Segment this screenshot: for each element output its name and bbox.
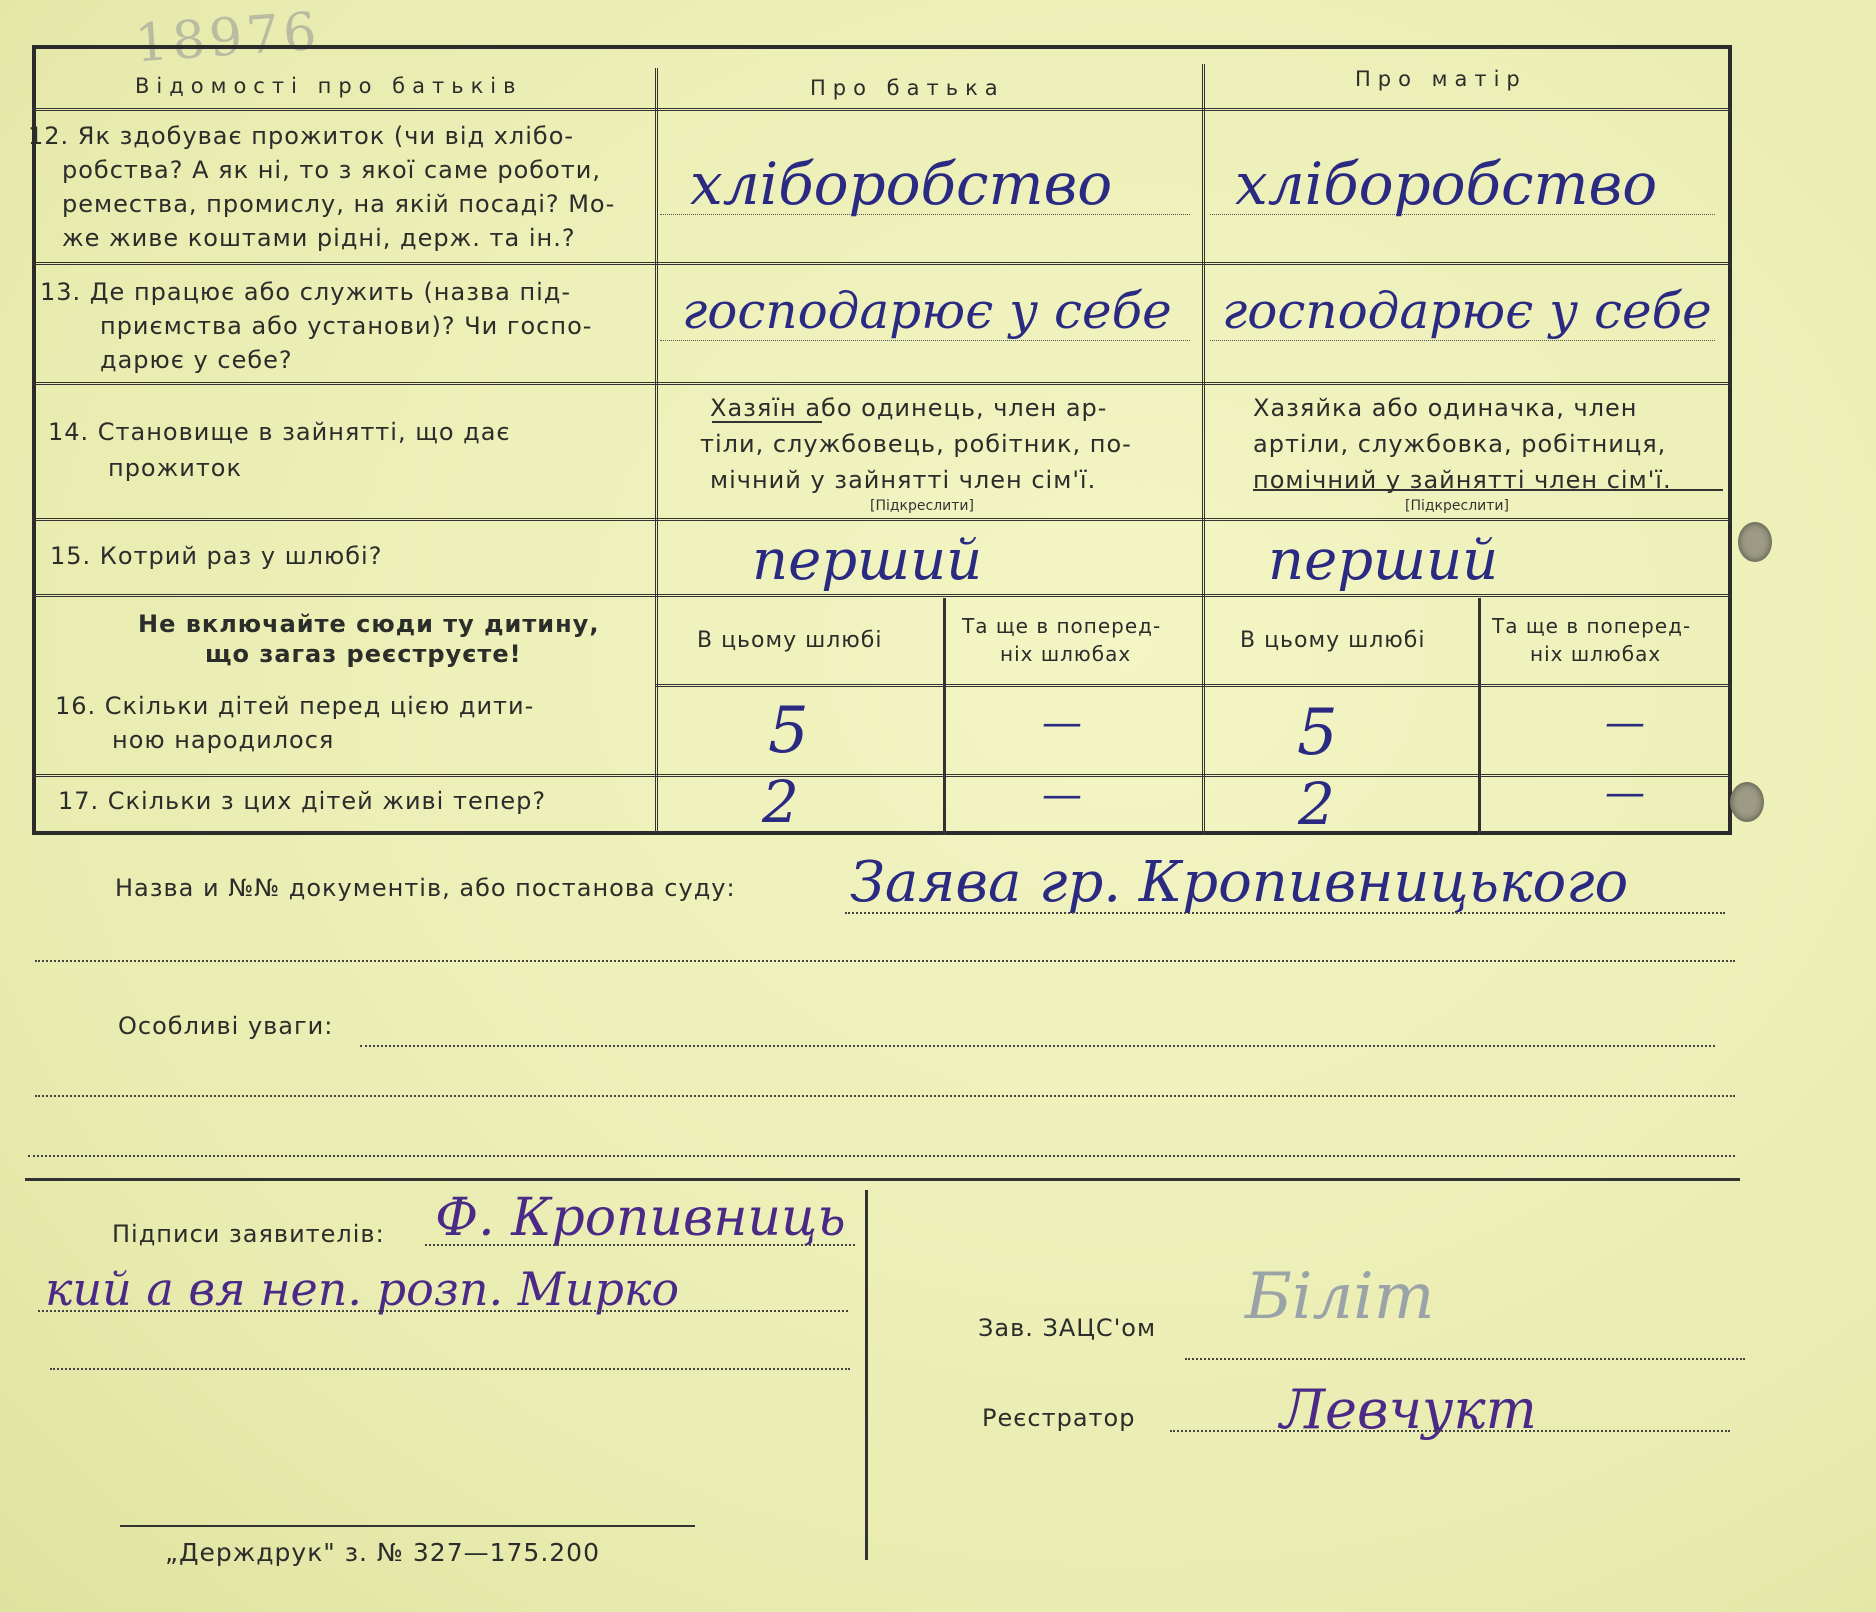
q17-mother-prev: —: [1605, 770, 1645, 816]
q15-question: 15. Котрий раз у шлюбі?: [50, 542, 383, 570]
remarks-line-3: [28, 1155, 1735, 1157]
documents-value: Заява гр. Кропивницького: [850, 850, 1629, 915]
q14-father-option3: мічний у зайнятті член сім'ї.: [710, 466, 1097, 494]
q13-line1: 13. Де працює або служить (назва під-: [40, 278, 572, 306]
row-divider: [32, 594, 1732, 597]
q16-father-prev: —: [1042, 700, 1082, 746]
q12-mother-answer: хліборобство: [1235, 150, 1658, 218]
q16-line2: ною народилося: [112, 726, 335, 754]
signatures-column-divider: [865, 1190, 868, 1560]
row-divider: [32, 518, 1732, 521]
q14-father-hint: [Підкреслити]: [870, 498, 974, 514]
applicants-signature-2: кий а вя неп. розп. Мирко: [45, 1262, 680, 1316]
signatures-divider: [25, 1178, 1740, 1181]
row-divider: [32, 382, 1732, 385]
note-line2: що загаз реєструєте!: [205, 640, 522, 668]
row-divider: [655, 684, 1732, 687]
q13-line3: дарює у себе?: [100, 346, 293, 374]
mother-prev-marriages-header-1: Та ще в поперед-: [1492, 614, 1692, 638]
q14-mother-option2: артіли, службовка, робітниця,: [1253, 430, 1667, 458]
remarks-label: Особливі уваги:: [118, 1012, 334, 1040]
q14-father-option1: Хазяїн або одинець, член ар-: [710, 394, 1108, 422]
q16-mother-prev: —: [1605, 700, 1645, 746]
q13-mother-answer: господарює у себе: [1222, 282, 1712, 340]
father-prev-marriages-header-2: ніх шлюбах: [1000, 642, 1132, 666]
q16-mother-this: 5: [1297, 696, 1338, 770]
registrar-line: [1170, 1430, 1730, 1432]
q15-mother-answer: перший: [1268, 528, 1499, 593]
documents-line-2: [35, 960, 1735, 962]
applicants-line-2: [38, 1310, 848, 1312]
answer-line: [660, 340, 1190, 341]
father-this-marriage-header: В цьому шлюбі: [697, 628, 883, 653]
q17-mother-this: 2: [1298, 770, 1335, 838]
q16-father-this: 5: [768, 694, 809, 768]
q17-father-this: 2: [762, 768, 799, 836]
row-divider: [32, 262, 1732, 265]
q13-father-answer: господарює у себе: [682, 282, 1172, 340]
head-label: Зав. ЗАЦС'ом: [978, 1314, 1157, 1342]
remarks-line-1: [360, 1045, 1715, 1047]
binder-hole: [1730, 782, 1764, 822]
column-divider: [943, 598, 946, 835]
q15-father-answer: перший: [752, 528, 983, 593]
applicants-line-3: [50, 1368, 850, 1370]
documents-label: Назва и №№ документів, або постанова суду:: [115, 874, 736, 902]
column-divider: [1478, 598, 1481, 835]
q12-line2: робства? А як ні, то з якої саме роботи,: [62, 156, 601, 184]
note-line1: Не включайте сюди ту дитину,: [138, 610, 600, 638]
q12-line3: ремества, промислу, на якій посаді? Мо-: [62, 190, 616, 218]
head-signature: Біліт: [1245, 1260, 1435, 1334]
q12-line1: 12. Як здобуває прожиток (чи від хлібо-: [28, 122, 575, 150]
q14-line1: 14. Становище в зайнятті, що дає: [48, 418, 511, 446]
printer-imprint: „Держдрук" з. № 327—175.200: [165, 1538, 600, 1567]
column-divider: [1202, 64, 1205, 835]
header-mother: Про матір: [1355, 67, 1527, 91]
pencil-number: 18976: [133, 1, 323, 75]
father-underline: [712, 421, 822, 423]
row-divider: [32, 774, 1732, 777]
answer-line: [1210, 340, 1715, 341]
registrar-label: Реєстратор: [982, 1404, 1136, 1432]
header-father: Про батька: [810, 76, 1005, 100]
column-divider: [655, 68, 658, 835]
q14-mother-hint: [Підкреслити]: [1405, 498, 1509, 514]
printer-rule: [120, 1525, 695, 1527]
registrar-signature: Левчукт: [1280, 1378, 1537, 1441]
binder-hole: [1738, 522, 1772, 562]
applicants-line-1: [425, 1244, 855, 1246]
header-parents-info: Відомості про батьків: [135, 74, 523, 98]
documents-line: [845, 912, 1725, 914]
q14-line2: прожиток: [108, 454, 242, 482]
q12-line4: же живе коштами рідні, держ. та ін.?: [62, 224, 576, 252]
mother-underline: [1253, 489, 1723, 491]
q17-father-prev: —: [1042, 772, 1082, 818]
q14-father-option2: тіли, службовець, робітник, по-: [700, 430, 1132, 458]
row-divider: [32, 108, 1732, 111]
q14-mother-option1: Хазяйка або одиначка, член: [1253, 394, 1638, 422]
q17-question: 17. Скільки з цих дітей живі тепер?: [58, 787, 547, 815]
mother-this-marriage-header: В цьому шлюбі: [1240, 628, 1426, 653]
applicants-signature-1: Ф. Кропивниць: [435, 1188, 846, 1248]
q14-mother-option3: помічний у зайнятті член сім'ї.: [1253, 466, 1672, 494]
father-prev-marriages-header-1: Та ще в поперед-: [962, 614, 1162, 638]
q12-father-answer: хліборобство: [690, 150, 1113, 218]
remarks-line-2: [35, 1095, 1735, 1097]
q16-line1: 16. Скільки дітей перед цією дити-: [55, 692, 535, 720]
applicants-label: Підписи заявителів:: [112, 1220, 385, 1248]
mother-prev-marriages-header-2: ніх шлюбах: [1530, 642, 1662, 666]
head-line: [1185, 1358, 1745, 1360]
q13-line2: приємства або установи)? Чи госпо-: [100, 312, 593, 340]
